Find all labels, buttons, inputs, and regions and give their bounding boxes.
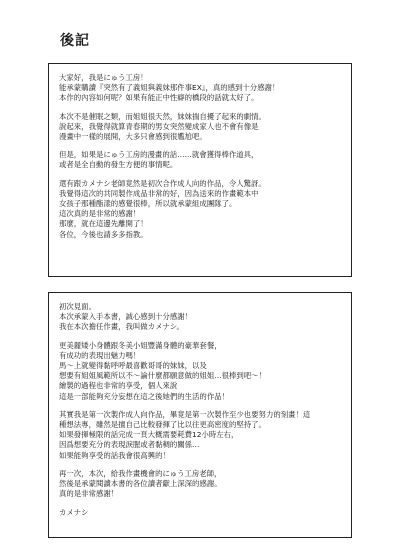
artist-paragraph bbox=[59, 302, 341, 333]
afterword-box-artist bbox=[48, 292, 352, 538]
author-text-line: 各位，今後也請多多指教。 bbox=[59, 229, 148, 239]
author-text-line: 那麼，就在這邊先離開了！ bbox=[59, 219, 148, 229]
artist-text-line: 然後是承蒙閱讀本書的各位讀者獻上深深的感謝。 bbox=[59, 479, 222, 489]
afterword-author-text bbox=[59, 73, 341, 240]
artist-text-line: 再一次，本次，給我作畫機會的にゅう工房老師， bbox=[59, 468, 222, 478]
artist-text-line: 馬〜上就變得黏呼呼最喜歡哥哥的妹妹，以及 bbox=[59, 361, 207, 371]
artist-text-line: 如果能夠享受的話我會很高興的！ bbox=[59, 450, 170, 460]
author-paragraph bbox=[59, 179, 341, 240]
artist-signature: カメナシ bbox=[59, 508, 89, 518]
author-paragraph bbox=[59, 150, 341, 170]
artist-text-line: 更美麗矮小身體跟冬美小姐豐滿身體的豪華套餐， bbox=[59, 340, 222, 350]
artist-text-line: 想要有姐姐風範所以不〜論什麼都願意做的姐姐…很棒到吧〜！ bbox=[59, 371, 266, 381]
artist-text-line: 因爲想要充分的表現淚腥或者黏稠的關係… bbox=[59, 440, 200, 450]
author-text-line: 說起來，我覺得就算青春期的男女突然變成家人也不會有像是 bbox=[59, 121, 259, 131]
artist-text-line: 如果發揮極限的話完成一頁大概需要耗費12小時左右， bbox=[59, 430, 239, 440]
author-text-line: 還有跟カメナシ老師竟然是初次合作成人向的作品，令人驚訝。 bbox=[59, 178, 266, 188]
afterword-artist-text bbox=[59, 302, 341, 499]
author-text-line: 但是，如果是にゅう工房的漫畫的話……就會獲得棒作道具， bbox=[59, 150, 259, 160]
artist-paragraph bbox=[59, 469, 341, 500]
artist-text-line: 種想法專，雖然是擅自己比較發揮了比以往更高密度的堅持了。 bbox=[59, 420, 266, 430]
author-text-line: 我覺得這次的共同製作成品非常的好，因為送來的作畫範本中 bbox=[59, 188, 259, 198]
artist-text-line: 其實我是第一次製作成人向作品，畢竟是第一次製作至少也要努力的刻畫！這 bbox=[59, 409, 311, 419]
artist-text-line: 初次見面。 bbox=[59, 302, 96, 311]
artist-text-line: 有成功的表現出魅力嗎！ bbox=[59, 350, 141, 360]
author-text-line: 大家好，我是にゅう工房！ bbox=[59, 73, 148, 82]
author-text-line: 漫畫中一樣的展開，大多只會感到很尷尬吧。 bbox=[59, 132, 207, 142]
author-text-line: 女孩子那種酯漾的感覺很棒，所以就承蒙組成團隊了。 bbox=[59, 199, 237, 209]
afterword-box-author bbox=[48, 63, 352, 277]
afterword-heading: 後記 bbox=[60, 33, 90, 49]
author-paragraph bbox=[59, 73, 341, 104]
author-text-line: 或者是全自動的發生方便的事情呢。 bbox=[59, 160, 178, 170]
author-text-line: 本作的內容如何呢？如果有能正中性癖的橋段的話就太好了。 bbox=[59, 93, 259, 103]
author-paragraph bbox=[59, 112, 341, 143]
artist-text-line: 真的是非常感謝！ bbox=[59, 489, 119, 499]
artist-paragraph bbox=[59, 341, 341, 402]
artist-text-line: 繪製的過程也非常的享受，個人來說 bbox=[59, 381, 178, 391]
author-text-line: 能承蒙購讀『突然有了義姐與義妹那件事EX』，真的感到十分感謝！ bbox=[59, 83, 280, 93]
artist-text-line: 本次承蒙入手本書，誠心感到十分感謝！ bbox=[59, 312, 193, 322]
author-text-line: 這次真的是非常的感謝！ bbox=[59, 209, 141, 219]
artist-paragraph bbox=[59, 410, 341, 461]
artist-text-line: 這是一部能夠充分妄想在這之後她們的生活的作品！ bbox=[59, 391, 229, 401]
artist-text-line: 我在本次擔任作畫，我叫做カメナシ。 bbox=[59, 322, 184, 332]
author-text-line: 本次不是催眠之類，而姐姐很天然，妹妹揣自擾了起來的劇情。 bbox=[59, 111, 266, 121]
